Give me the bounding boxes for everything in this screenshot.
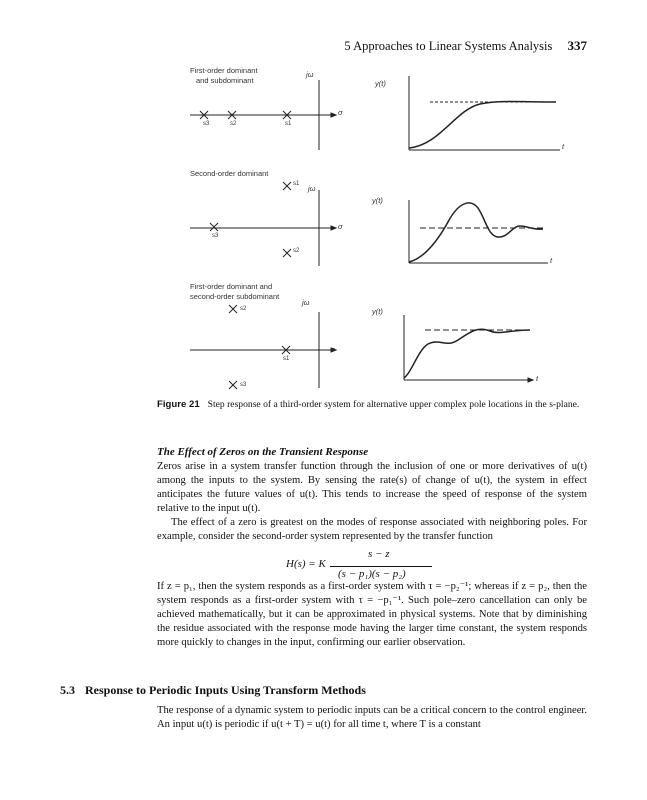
panel1-imag-label: jω: [306, 70, 314, 79]
pole-marker-s3-p3: [229, 381, 237, 389]
panel2-pole-label-2: s3: [212, 233, 219, 239]
panel3-pole-label-2: s1: [283, 356, 290, 362]
paragraph-zeros-2: The effect of a zero is greatest on the modes of response associated with neighboring poles. For example, consider the second-order system represented by the transfer function: [157, 517, 587, 543]
transfer-function-equation: [0, 548, 647, 582]
subsection-heading: The Effect of Zeros on the Transient Response: [157, 446, 369, 458]
panel2-real-label: σ: [338, 222, 343, 231]
panel3-title-line2: second-order subdominant: [190, 292, 280, 301]
paragraph-zeros-3: If z = p₁, then the system responds as a first-order system with τ = −p₂⁻¹; whereas if z = p₂, then the system responds as a first-order system with τ = −p₁⁻¹. Such pole–zero cancellation can only be achieved mathematically, but it can be approximated in physical systems. Note that by diminishing the residue associated with the response mode having the larger time constant, the system responds more quickly to changes in the input, confirming our earlier observation.: [157, 581, 587, 649]
pole-marker-s1-p2: [283, 182, 291, 190]
paragraph-periodic: The response of a dynamic system to periodic inputs can be a critical concern to the control engineer. An input u(t) is periodic if u(t + T) = u(t) for all time t, where T is a constant: [157, 705, 587, 731]
panel1-pole-label-3: s1: [285, 121, 292, 127]
paragraph-zeros-1: Zeros arise in a system transfer function through the inclusion of one or more derivatives of u(t) among the inputs to the system. By sensing the rate(s) of change of u(t), the system in effect anticipates the future values of u(t). This tends to increase the speed of response of the system relative to the input u(t).: [157, 461, 587, 515]
section-heading-5-3: [60, 683, 366, 698]
step-response-1: [409, 102, 556, 149]
panel2-pole-label-1: s1: [293, 181, 300, 187]
panel3-pole-label-3: s3: [240, 382, 247, 388]
panel3-time-label: t: [536, 374, 539, 383]
fraction-bar: [330, 566, 432, 567]
panel2-pole-label-3: s2: [293, 248, 300, 254]
panel3-pole-label-1: s2: [240, 306, 247, 312]
section-number: 5.3: [60, 683, 75, 697]
real-axis-1-arrow: [331, 113, 336, 117]
step-response-2: [409, 203, 543, 262]
panel1-title-line1: First-order dominant: [190, 66, 258, 75]
panel2-response-label: y(t): [372, 196, 383, 205]
panel1-real-label: σ: [338, 108, 343, 117]
step-response-3: [404, 329, 530, 378]
figure-caption: [157, 399, 587, 411]
panel3-title-line1: First-order dominant and: [190, 282, 273, 291]
section-title: Response to Periodic Inputs Using Transform Methods: [85, 683, 366, 697]
page-number: 337: [567, 38, 587, 53]
equation-denominator: (s − p₁)(s − p₂): [338, 568, 406, 580]
panel1-title-line2: and subdominant: [196, 76, 254, 85]
figure-caption-label: Figure 21: [157, 399, 200, 410]
header-title: 5 Approaches to Linear Systems Analysis: [344, 39, 553, 53]
panel3-imag-label: jω: [302, 298, 310, 307]
panel1-response-label: y(t): [375, 79, 386, 88]
equation-numerator: s − z: [368, 548, 390, 560]
panel2-time-label: t: [550, 256, 553, 265]
panel3-real-label: σ: [330, 345, 335, 354]
panel1-pole-label-2: s2: [230, 121, 237, 127]
panel1-pole-label-1: s3: [203, 121, 210, 127]
real-axis-2-arrow: [331, 226, 336, 230]
pole-marker-s2-p3: [229, 305, 237, 313]
pole-marker-s3-p2: [210, 223, 218, 231]
panel2-title-line1: Second-order dominant: [190, 169, 269, 178]
equation-lhs: H(s) = K: [286, 558, 326, 570]
panel2-imag-label: jω: [308, 184, 316, 193]
figure-caption-text: Step response of a third-order system for alternative upper complex pole locations in the s-plane.: [207, 399, 580, 410]
pole-marker-s2-p2: [283, 249, 291, 257]
panel1-time-label: t: [562, 142, 565, 151]
time-axis-3-arrow: [528, 378, 533, 382]
panel3-response-label: y(t): [372, 307, 383, 316]
